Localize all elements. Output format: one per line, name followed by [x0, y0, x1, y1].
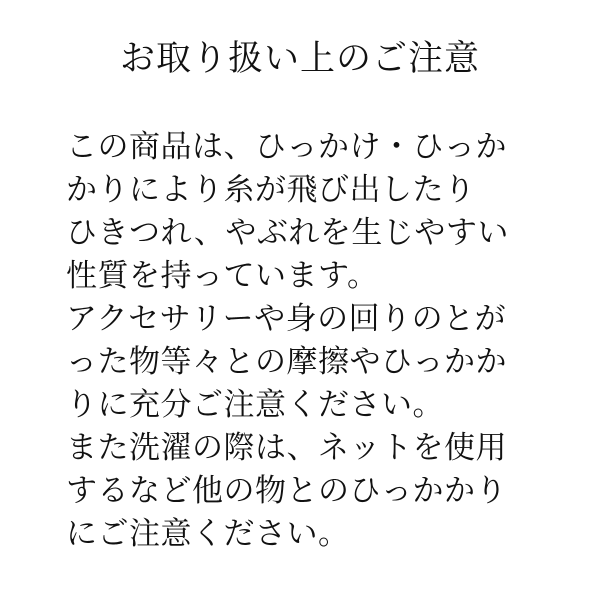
notice-line: この商品は、ひっかけ・ひっか — [66, 129, 507, 165]
notice-line: ひきつれ、やぶれを生じやすい — [66, 215, 509, 251]
notice-line: また洗濯の際は、ネットを使用 — [66, 430, 507, 466]
page-title: お取り扱い上のご注意 — [119, 39, 480, 79]
notice-line: った物等々との摩擦やひっかか — [66, 344, 507, 380]
notice-line: かりにより糸が飛び出したり — [66, 172, 476, 208]
notice-line: するなど他の物とのひっかかり — [66, 473, 507, 509]
notice-line: りに充分ご注意ください。 — [66, 387, 444, 423]
notice-line: 性質を持っています。 — [66, 258, 379, 294]
notice-line: アクセサリーや身の回りのとが — [66, 301, 507, 337]
notice-body — [66, 126, 546, 556]
notice-line: にご注意ください。 — [66, 516, 350, 552]
